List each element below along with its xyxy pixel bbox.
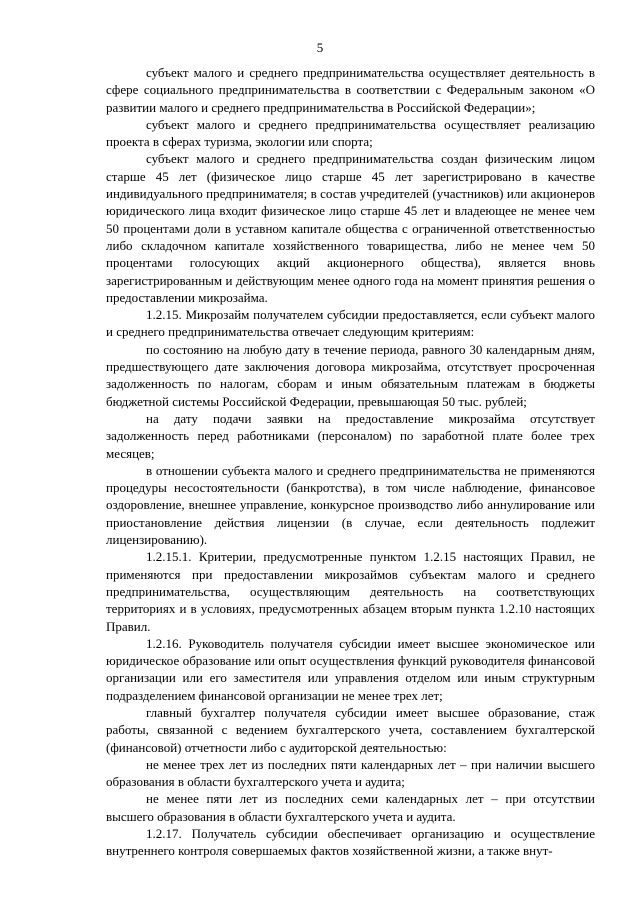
paragraph-tourism-ecology-sport: субъект малого и среднего предпринимательства осуществляет реализацию проекта в сферах туризма, экологии или спорта; <box>106 116 595 150</box>
paragraph-1-2-16: 1.2.16. Руководитель получателя субсидии имеет высшее экономическое или юридическое образование или опыт осуществления функций руководителя финансовой организации или его заместителя или управления отделом или иным структурным подразделением финансовой организации не менее трех лет; <box>106 635 595 703</box>
paragraph-wage-arrears: на дату подачи заявки на предоставление микрозайма отсутствует задолженность перед работниками (персоналом) по заработной плате более трех месяцев; <box>106 410 595 461</box>
paragraph-social-entrepreneurship: субъект малого и среднего предпринимательства осуществляет деятельность в сфере социального предпринимательства в соответствии с Федеральным законом «О развитии малого и среднего предпринимательства в Российской Федерации»; <box>106 65 595 115</box>
document-body <box>106 64 595 860</box>
paragraph-1-2-17: 1.2.17. Получатель субсидии обеспечивает организацию и осуществление внутреннего контроля совершаемых фактов хозяйственной жизни, а также внут- <box>106 826 595 859</box>
paragraph-five-of-seven-years: не менее пяти лет из последних семи календарных лет – при отсутствии высшего образования в области бухгалтерского учета и аудита. <box>106 791 595 824</box>
paragraph-1-2-15: 1.2.15. Микрозайм получателем субсидии предоставляется, если субъект малого и среднего предпринимательства отвечает следующим критериям: <box>106 307 595 340</box>
page-number: 5 <box>316 40 324 55</box>
paragraph-1-2-15-1: 1.2.15.1. Критерии, предусмотренные пунктом 1.2.15 настоящих Правил, не применяются при предоставлении микрозаймов субъектам малого и среднего предпринимательства, осуществляющим деятельность на соответствующих территориях и в условиях, предусмотренных абзацем вторым пункта 1.2.10 настоящих Правил. <box>106 549 595 634</box>
paragraph-founder-over-45: субъект малого и среднего предпринимательства создан физическим лицом старше 45 лет (физическое лицо старше 45 лет зарегистрировано в качестве индивидуального предпринимателя; в состав учредителей (участников) или акционеров юридического лица входит физическое лицо старше 45 лет и владеющее не менее чем 50 процентами доли в уставном капитале общества с ограниченной ответственностью либо складочном капитале хозяйственного товарищества, либо не менее чем 50 процентами голосующих акций акционерного общества), является вновь зарегистрированным и действующим менее одного года на момент принятия решения о предоставлении микрозайма. <box>106 151 595 305</box>
paragraph-insolvency: в отношении субъекта малого и среднего предпринимательства не применяются процедуры несостоятельности (банкротства), в том числе наблюдение, финансовое оздоровление, внешнее управление, конкурсное производство либо аннулирование или приостановление действия лицензии (в случае, если деятельность подлежит лицензированию). <box>106 462 595 548</box>
paragraph-chief-accountant: главный бухгалтер получателя субсидии имеет высшее образование, стаж работы, связанной с ведением бухгалтерского учета, составлением бухгалтерской (финансовой) отчетности либо с аудиторской деятельностью: <box>106 704 595 755</box>
paragraph-tax-arrears: по состоянию на любую дату в течение периода, равного 30 календарным дням, предшествующего дате заключения договора микрозайма, отсутствует просроченная задолженность по налогам, сборам и иным обязательным платежам в бюджеты бюджетной системы Российской Федерации, превышающая 50 тыс. рублей; <box>106 341 595 409</box>
paragraph-three-of-five-years: не менее трех лет из последних пяти календарных лет – при наличии высшего образования в области бухгалтерского учета и аудита; <box>106 756 595 790</box>
